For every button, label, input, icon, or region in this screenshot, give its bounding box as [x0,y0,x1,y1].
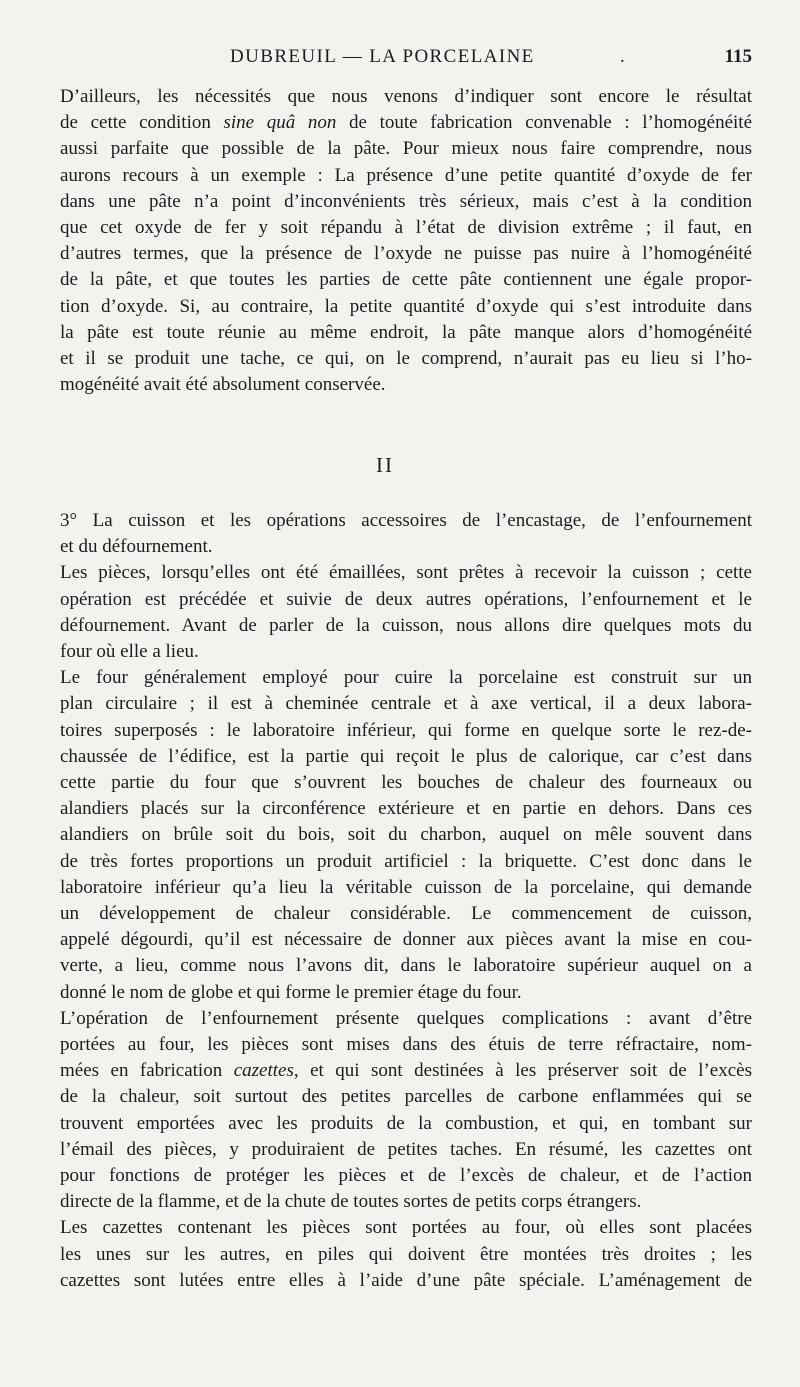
text-line: Les cazettes contenant les pièces sont portées au four, où elles sont placées [60,1217,752,1239]
text-line: Le four généralement employé pour cuire la porcelaine est construit sur un [60,667,752,689]
text-line: D’ailleurs, les nécessités que nous venons d’indiquer sont encore le résultat [60,86,752,107]
text-line: que cet oxyde de fer y soit répandu à l’état de division extrême ; il faut, en [60,217,752,239]
italic-term: sine quâ non [223,112,337,134]
text-line: et du défournement. [60,536,213,558]
text-line: alandiers placés sur la circonférence extérieure et en partie en dehors. Dans ces [60,798,752,820]
paragraph-2 [40,508,752,560]
text-line: les unes sur les autres, en piles qui doivent être montées très droites ; les [60,1243,752,1265]
text-line: défournement. Avant de parler de la cuisson, nous allons dire quelques mots du [60,614,752,636]
text-line: appelé dégourdi, qu’il est nécessaire de donner aux pièces avant la mise en cou- [60,929,752,951]
text-line: de la chaleur, soit surtout des petites parcelles de carbone enflammées qui se [60,1086,752,1108]
text-line: 3° La cuisson et les opérations accessoires de l’encastage, de l’enfournement [60,510,752,531]
text-line: l’émail des pièces, y produiraient de petites taches. En résumé, les cazettes ont [60,1138,752,1160]
text-line: aussi parfaite que possible de la pâte. Pour mieux nous faire comprendre, nous [60,138,752,160]
text-line: dans une pâte n’a point d’inconvénients très sérieux, mais c’est à la condition [60,190,752,212]
text-line: pour fonctions de protéger les pièces et de l’excès de chaleur, et de l’action [60,1165,752,1187]
page-number: 115 [724,46,752,67]
text-line: de cette condition sine quâ non de toute fabrication convenable : l’homogénéité [60,112,753,134]
section-heading: II [376,453,394,477]
text-line: plan circulaire ; il est à cheminée centrale et à axe vertical, il a deux labora- [60,693,752,715]
text-line: L’opération de l’enfournement présente quelques complications : avant d’être [60,1007,752,1029]
running-head [40,46,752,76]
text-block-intro [40,84,752,398]
text-line: de la pâte, et que toutes les parties de cette pâte contiennent une égale propor- [60,269,752,291]
paragraph-6 [40,1215,752,1294]
text-line: la pâte est toute réunie au même endroit, la pâte manque alors d’homogénéité [60,321,752,343]
text-line: chaussée de l’édifice, est la partie qui reçoit le plus de calorique, car c’est dans [60,745,752,767]
paragraph-5 [40,1006,752,1216]
text-line: portées au four, les pièces sont mises dans des étuis de terre réfractaire, nom- [60,1034,752,1056]
running-head-separator: . [620,46,625,67]
text-line: d’autres termes, que la présence de l’oxyde ne puisse pas nuire à l’homogénéité [60,243,752,265]
paragraph-3 [40,560,752,665]
text-line: cazettes sont lutées entre elles à l’aide d’une pâte spéciale. L’aménagement de [60,1269,752,1291]
text-line: cette partie du four que s’ouvrent les bouches de chaleur des fourneaux ou [60,772,752,794]
text-line: de très fortes proportions un produit artificiel : la briquette. C’est donc dans le [60,850,752,872]
text-line: tion d’oxyde. Si, au contraire, la petite quantité d’oxyde qui s’est introduite dans [60,295,752,317]
text-line: mogénéité avait été absolument conservée. [60,374,386,396]
paragraph-4 [40,665,752,1006]
text-line: un développement de chaleur considérable. Le commencement de cuisson, [60,903,752,925]
paragraph-1 [40,84,752,398]
text-line: verte, a lieu, comme nous l’avons dit, dans le laboratoire supérieur auquel on a [60,955,752,977]
text-line: opération est précédée et suivie de deux autres opérations, l’enfournement et le [60,588,752,610]
text-line: donné le nom de globe et qui forme le premier étage du four. [60,981,522,1003]
text-line: toires superposés : le laboratoire inférieur, qui forme en quelque sorte le rez-de- [60,719,752,741]
running-title: DUBREUIL — LA PORCELAINE [230,46,535,67]
text-line: four où elle a lieu. [60,641,199,663]
text-block-section [40,508,752,1294]
text-line: trouvent emportées avec les produits de la combustion, et qui, en tombant sur [60,1112,752,1134]
text-line: alandiers on brûle soit du bois, soit du charbon, auquel on mêle souvent dans [60,824,752,846]
text-line: laboratoire inférieur qu’a lieu la véritable cuisson de la porcelaine, qui demande [60,876,752,898]
italic-term: cazettes [233,1060,294,1082]
text-line: Les pièces, lorsqu’elles ont été émaillées, sont prêtes à recevoir la cuisson ; cette [60,562,752,584]
text-line: et il se produit une tache, ce qui, on le comprend, n’aurait pas eu lieu si l’ho- [60,348,752,370]
text-line: aurons recours à un exemple : La présence d’une petite quantité d’oxyde de fer [60,164,752,186]
text-line: directe de la flamme, et de la chute de toutes sortes de petits corps étrangers. [60,1191,642,1213]
text-line: mées en fabrication cazettes, et qui sont destinées à les préserver soit de l’excès [60,1060,752,1082]
